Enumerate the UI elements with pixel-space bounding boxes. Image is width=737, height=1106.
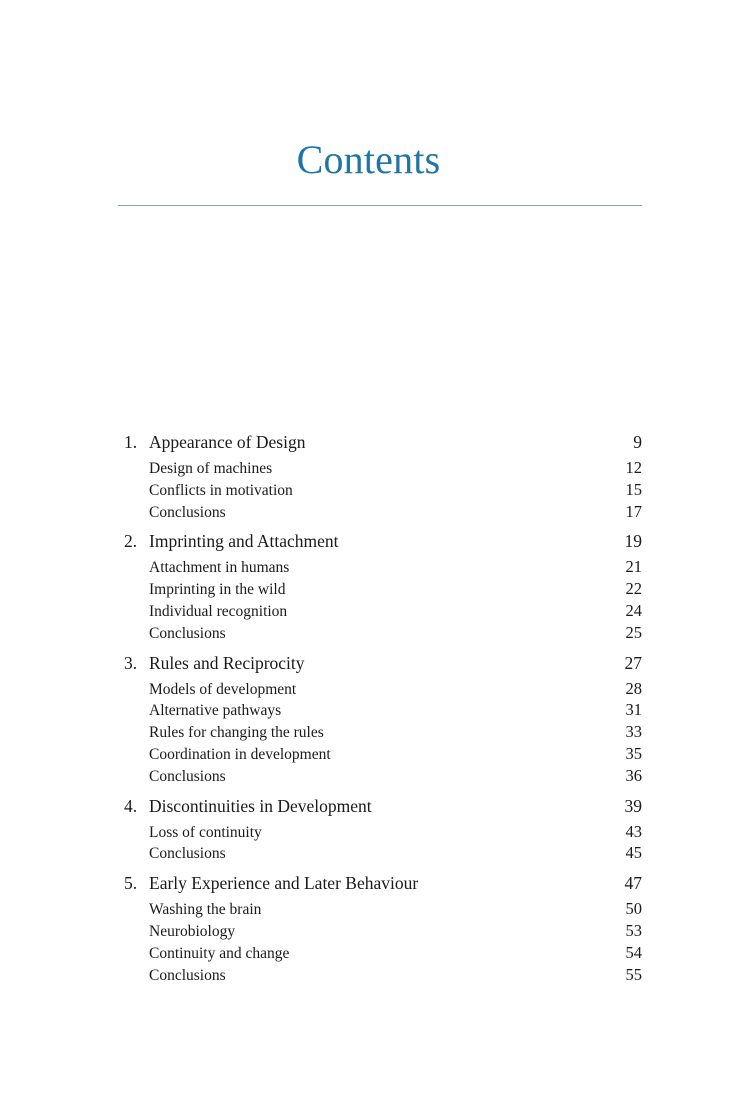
section-entry[interactable] (124, 601, 642, 623)
section-entry[interactable] (124, 744, 642, 766)
chapter-number: 1. (124, 432, 138, 452)
chapter-entry[interactable] (124, 873, 642, 899)
section-page-number: 21 (625, 557, 642, 577)
section-entry[interactable] (124, 921, 642, 943)
chapter-entry[interactable] (124, 531, 642, 557)
section-page-number: 24 (625, 600, 642, 620)
section-entry[interactable] (124, 480, 642, 502)
section-title: Neurobiology (149, 922, 236, 940)
section-page-number: 43 (625, 821, 642, 841)
section-title: Conclusions (149, 503, 226, 521)
section-page-number: 31 (625, 700, 642, 720)
chapter-page-number: 47 (624, 873, 642, 894)
section-title: Imprinting in the wild (149, 581, 286, 599)
chapter-title: Discontinuities in Development (149, 795, 372, 816)
section-page-number: 53 (625, 920, 642, 940)
section-entry[interactable] (124, 766, 642, 788)
section-title: Conclusions (149, 966, 226, 984)
section-page-number: 28 (625, 678, 642, 698)
section-entry[interactable] (124, 579, 642, 601)
section-page-number: 33 (625, 722, 642, 742)
section-page-number: 45 (625, 843, 642, 863)
section-entry[interactable] (124, 700, 642, 722)
chapter-number: 4. (124, 795, 138, 816)
section-entry[interactable] (124, 623, 642, 645)
toc-chapter (124, 653, 642, 788)
section-title: Conclusions (149, 845, 226, 863)
section-title: Coordination in development (149, 745, 331, 763)
section-page-number: 36 (625, 765, 642, 785)
section-page-number: 25 (625, 622, 642, 642)
section-title: Individual recognition (149, 602, 288, 620)
section-title: Design of machines (149, 460, 273, 477)
section-page-number: 35 (625, 743, 642, 763)
chapter-entry[interactable] (124, 432, 642, 458)
section-page-number: 15 (625, 479, 642, 499)
chapter-title: Early Experience and Later Behaviour (149, 873, 419, 894)
chapter-title: Rules and Reciprocity (149, 652, 305, 673)
section-entry[interactable] (124, 843, 642, 865)
section-title: Models of development (149, 680, 297, 698)
section-entry[interactable] (124, 899, 642, 921)
section-title: Continuity and change (149, 944, 290, 962)
page-title: Contents (296, 137, 441, 182)
chapter-page-number: 27 (624, 652, 642, 673)
section-entry[interactable] (124, 965, 642, 987)
section-entry[interactable] (124, 502, 642, 524)
toc-chapter (124, 796, 642, 866)
chapter-page-number: 9 (633, 432, 642, 452)
section-title: Loss of continuity (149, 823, 262, 841)
title-divider (118, 205, 642, 206)
section-entry[interactable] (124, 458, 642, 480)
section-title: Rules for changing the rules (149, 724, 324, 742)
chapter-entry[interactable] (124, 796, 642, 822)
section-page-number: 22 (625, 579, 642, 599)
section-entry[interactable] (124, 557, 642, 579)
toc-chapter (124, 432, 642, 523)
chapter-number: 2. (124, 531, 138, 552)
chapter-number: 5. (124, 873, 138, 894)
toc-chapter (124, 531, 642, 644)
chapter-page-number: 19 (624, 531, 642, 552)
chapter-entry[interactable] (124, 653, 642, 679)
section-entry[interactable] (124, 943, 642, 965)
section-title: Conclusions (149, 624, 226, 642)
section-page-number: 12 (625, 458, 642, 477)
section-page-number: 54 (625, 942, 642, 962)
chapter-title: Appearance of Design (149, 432, 306, 452)
section-title: Attachment in humans (149, 559, 290, 577)
section-page-number: 50 (625, 899, 642, 919)
section-title: Conclusions (149, 767, 226, 785)
section-page-number: 17 (625, 501, 642, 521)
section-entry[interactable] (124, 722, 642, 744)
section-entry[interactable] (124, 822, 642, 844)
chapter-number: 3. (124, 652, 138, 673)
chapter-page-number: 39 (624, 795, 642, 816)
chapter-title: Imprinting and Attachment (149, 531, 339, 552)
section-title: Conflicts in motivation (149, 481, 293, 499)
table-of-contents (124, 432, 642, 994)
toc-chapter (124, 873, 642, 986)
section-title: Alternative pathways (149, 702, 282, 720)
section-title: Washing the brain (149, 901, 262, 919)
section-entry[interactable] (124, 679, 642, 701)
section-page-number: 55 (625, 964, 642, 984)
